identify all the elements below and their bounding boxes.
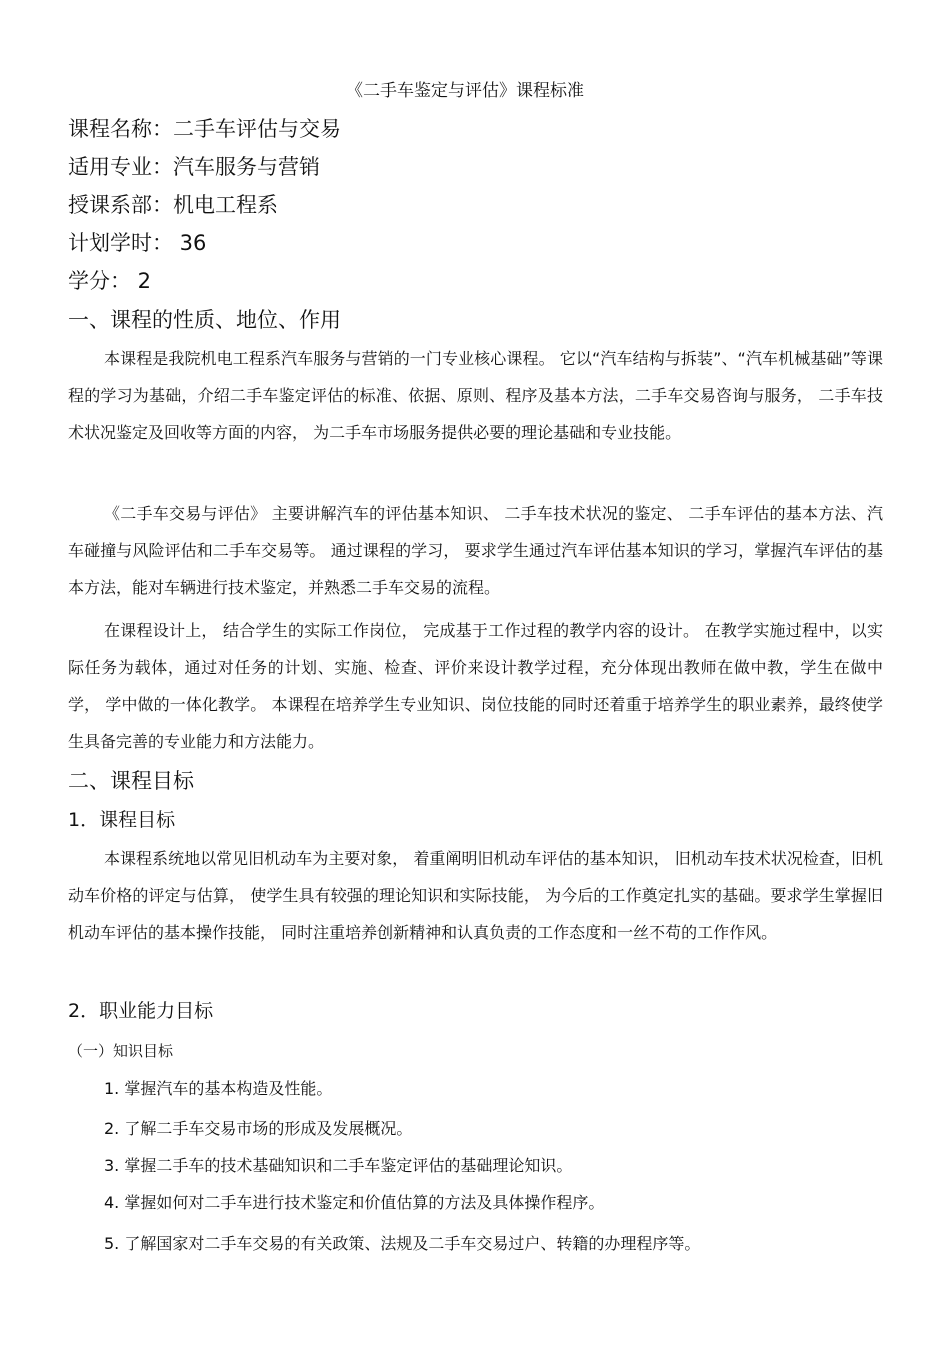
hours-line: 计划学时： 36 [68,231,207,255]
knowledge-objective-heading: （一）知识目标 [68,1042,174,1060]
department-line: 授课系部：机电工程系 [68,193,278,217]
document-title: 《二手车鉴定与评估》课程标准 [346,81,584,101]
knowledge-item: 4. 掌握如何对二手车进行技术鉴定和价值估算的方法及具体操作程序。 [104,1193,605,1212]
section1-paragraph-3: 在课程设计上， 结合学生的实际工作岗位， 完成基于工作过程的教学内容的设计。 在教学实施过程中，以实际任务为载体，通过对任务的计划、实施、检查、评价来设计教学过程，充分体现出教师在做中教，学生在做中学， 学中做的一体化教学。 本课程在培养学生专业知识、岗位技能的同时还着重于培养学生的职业素养，最终使学生具备完善的专业能力和方法能力。 [68,621,883,751]
course-objective-paragraph: 本课程系统地以常见旧机动车为主要对象， 着重阐明旧机动车评估的基本知识， 旧机动车技术状况检查，旧机动车价格的评定与估算， 使学生具有较强的理论知识和实际技能， 为今后的工作奠定扎实的基础。要求学生掌握旧机动车评估的基本操作技能， 同时注重培养创新精神和认真负责的工作态度和一丝不苟的工作作风。 [68,849,883,942]
course-objective-heading: 1．课程目标 [68,809,176,831]
major-line: 适用专业：汽车服务与营销 [68,155,320,179]
section1-heading: 一、课程的性质、地位、作用 [68,308,341,332]
vocational-ability-heading: 2．职业能力目标 [68,1000,214,1022]
knowledge-item: 1. 掌握汽车的基本构造及性能。 [104,1079,333,1098]
knowledge-item: 2. 了解二手车交易市场的形成及发展概况。 [104,1119,413,1138]
section1-paragraph-1: 本课程是我院机电工程系汽车服务与营销的一门专业核心课程。 它以“汽车结构与拆装”、“汽车机械基础”等课程的学习为基础，介绍二手车鉴定评估的标准、依据、原则、程序及基本方法，二手车交易咨询与服务， 二手车技术状况鉴定及回收等方面的内容， 为二手车市场服务提供必要的理论基础和专业技能。 [68,349,883,442]
knowledge-item: 3. 掌握二手车的技术基础知识和二手车鉴定评估的基础理论知识。 [104,1156,573,1175]
section2-heading: 二、课程目标 [68,769,194,793]
course-name-line: 课程名称：二手车评估与交易 [68,117,341,141]
credits-line: 学分： 2 [68,269,152,293]
section1-paragraph-2: 《二手车交易与评估》 主要讲解汽车的评估基本知识、 二手车技术状况的鉴定、 二手车评估的基本方法、汽车碰撞与风险评估和二手车交易等。 通过课程的学习， 要求学生通过汽车评估基本知识的学习，掌握汽车评估的基本方法，能对车辆进行技术鉴定，并熟悉二手车交易的流程。 [68,504,883,597]
knowledge-item: 5. 了解国家对二手车交易的有关政策、法规及二手车交易过户、转籍的办理程序等。 [104,1234,701,1253]
